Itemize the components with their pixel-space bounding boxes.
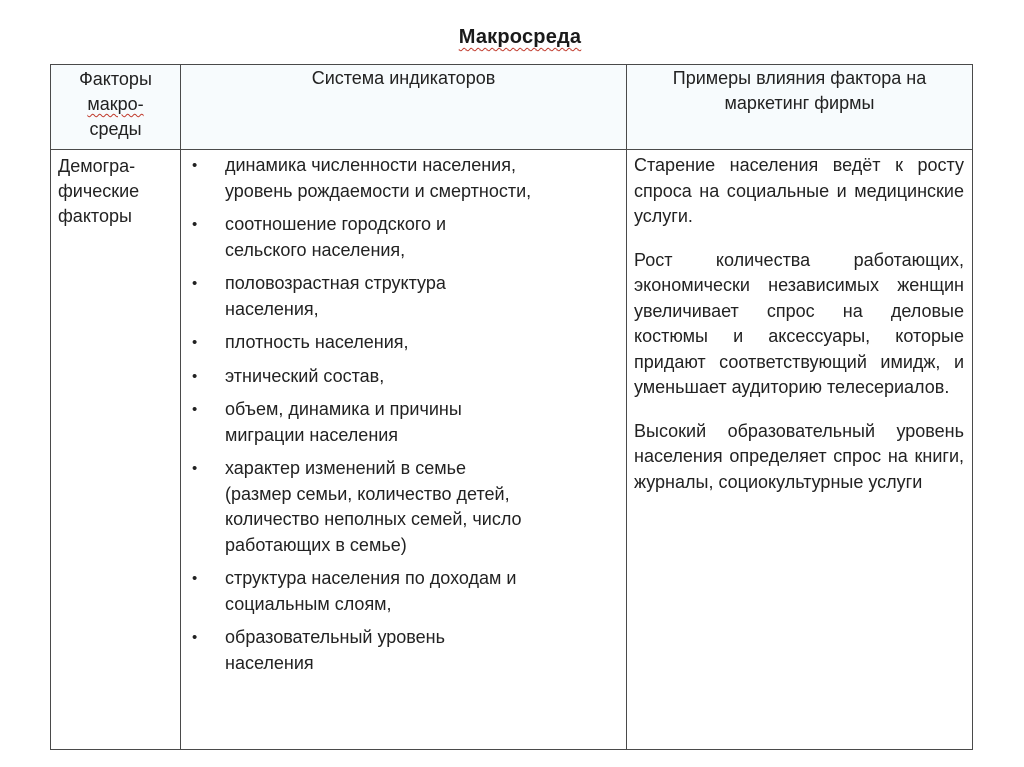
bullet-icon: • bbox=[192, 334, 198, 351]
indicator-line: структура населения по доходам и bbox=[225, 568, 517, 588]
macro-environment-table bbox=[50, 64, 973, 750]
header-factors bbox=[51, 65, 181, 150]
bullet-icon: • bbox=[192, 570, 198, 587]
indicator-line: динамика численности населения, bbox=[225, 155, 516, 175]
indicator-line: плотность населения, bbox=[225, 332, 409, 352]
indicator-list bbox=[181, 150, 626, 676]
bullet-icon: • bbox=[192, 629, 198, 646]
indicator-line: характер изменений в семье bbox=[225, 458, 467, 478]
example-paragraph: Старение населения ведёт к росту спроса на социальные и медицинские услуги. bbox=[634, 155, 964, 226]
indicator-item bbox=[181, 397, 626, 448]
header-factors-line: Факторы bbox=[79, 69, 152, 89]
example-paragraph: Рост количества работающих, экономически независимых женщин увеличивает спрос на деловые костюмы и аксессуары, которые придают соответствующий имидж, и уменьшает аудиторию телесериалов. bbox=[634, 249, 964, 397]
bullet-icon: • bbox=[192, 401, 198, 418]
indicator-line: этнический состав, bbox=[225, 365, 385, 386]
factor-line: факторы bbox=[58, 206, 132, 226]
examples-cell bbox=[627, 150, 973, 750]
indicator-line: образовательный уровень bbox=[225, 627, 445, 647]
indicator-item bbox=[181, 566, 626, 617]
header-factors-line: макро- bbox=[87, 94, 144, 114]
factor-line: Демогра- bbox=[58, 156, 136, 176]
indicator-item bbox=[181, 364, 626, 390]
indicator-item bbox=[181, 212, 626, 263]
factor-line: фические bbox=[58, 181, 140, 201]
indicator-line: уровень рождаемости и смертности, bbox=[225, 180, 532, 201]
bullet-icon: • bbox=[192, 157, 198, 174]
indicator-line: соотношение городского и bbox=[225, 214, 447, 234]
indicator-item bbox=[181, 456, 626, 558]
indicator-line: социальным слоям, bbox=[225, 593, 392, 614]
page-title: Макросреда bbox=[458, 26, 582, 48]
indicator-line: (размер семьи, количество детей, bbox=[225, 483, 510, 504]
bullet-icon: • bbox=[192, 216, 198, 233]
header-examples bbox=[627, 65, 973, 150]
table-header-row bbox=[51, 65, 973, 150]
indicators-cell bbox=[181, 150, 627, 750]
header-examples-line: Примеры влияния фактора на bbox=[672, 68, 927, 88]
bullet-icon: • bbox=[192, 460, 198, 477]
indicator-line: работающих в семье) bbox=[225, 534, 407, 555]
indicator-item bbox=[181, 625, 626, 676]
header-factors-line: среды bbox=[89, 119, 142, 139]
indicator-line: половозрастная структура bbox=[225, 273, 446, 293]
table-row bbox=[51, 150, 973, 750]
indicator-line: сельского населения, bbox=[225, 239, 406, 260]
indicator-line: населения bbox=[225, 652, 314, 673]
bullet-icon: • bbox=[192, 367, 198, 385]
indicator-item bbox=[181, 271, 626, 322]
indicator-line: количество неполных семей, число bbox=[225, 509, 522, 529]
indicator-item bbox=[181, 153, 626, 204]
indicator-item bbox=[181, 330, 626, 356]
indicator-line: объем, динамика и причины bbox=[225, 399, 462, 419]
header-indicators bbox=[181, 65, 627, 150]
indicator-line: населения, bbox=[225, 298, 319, 319]
example-paragraph: Высокий образовательный уровень населения определяет спрос на книги, журналы, социокультурные услуги bbox=[634, 420, 964, 492]
bullet-icon: • bbox=[192, 275, 198, 292]
header-examples-line: маркетинг фирмы bbox=[724, 93, 875, 113]
indicator-line: миграции населения bbox=[225, 424, 399, 445]
factor-cell bbox=[51, 150, 181, 750]
header-indicators-line: Система индикаторов bbox=[311, 68, 496, 88]
